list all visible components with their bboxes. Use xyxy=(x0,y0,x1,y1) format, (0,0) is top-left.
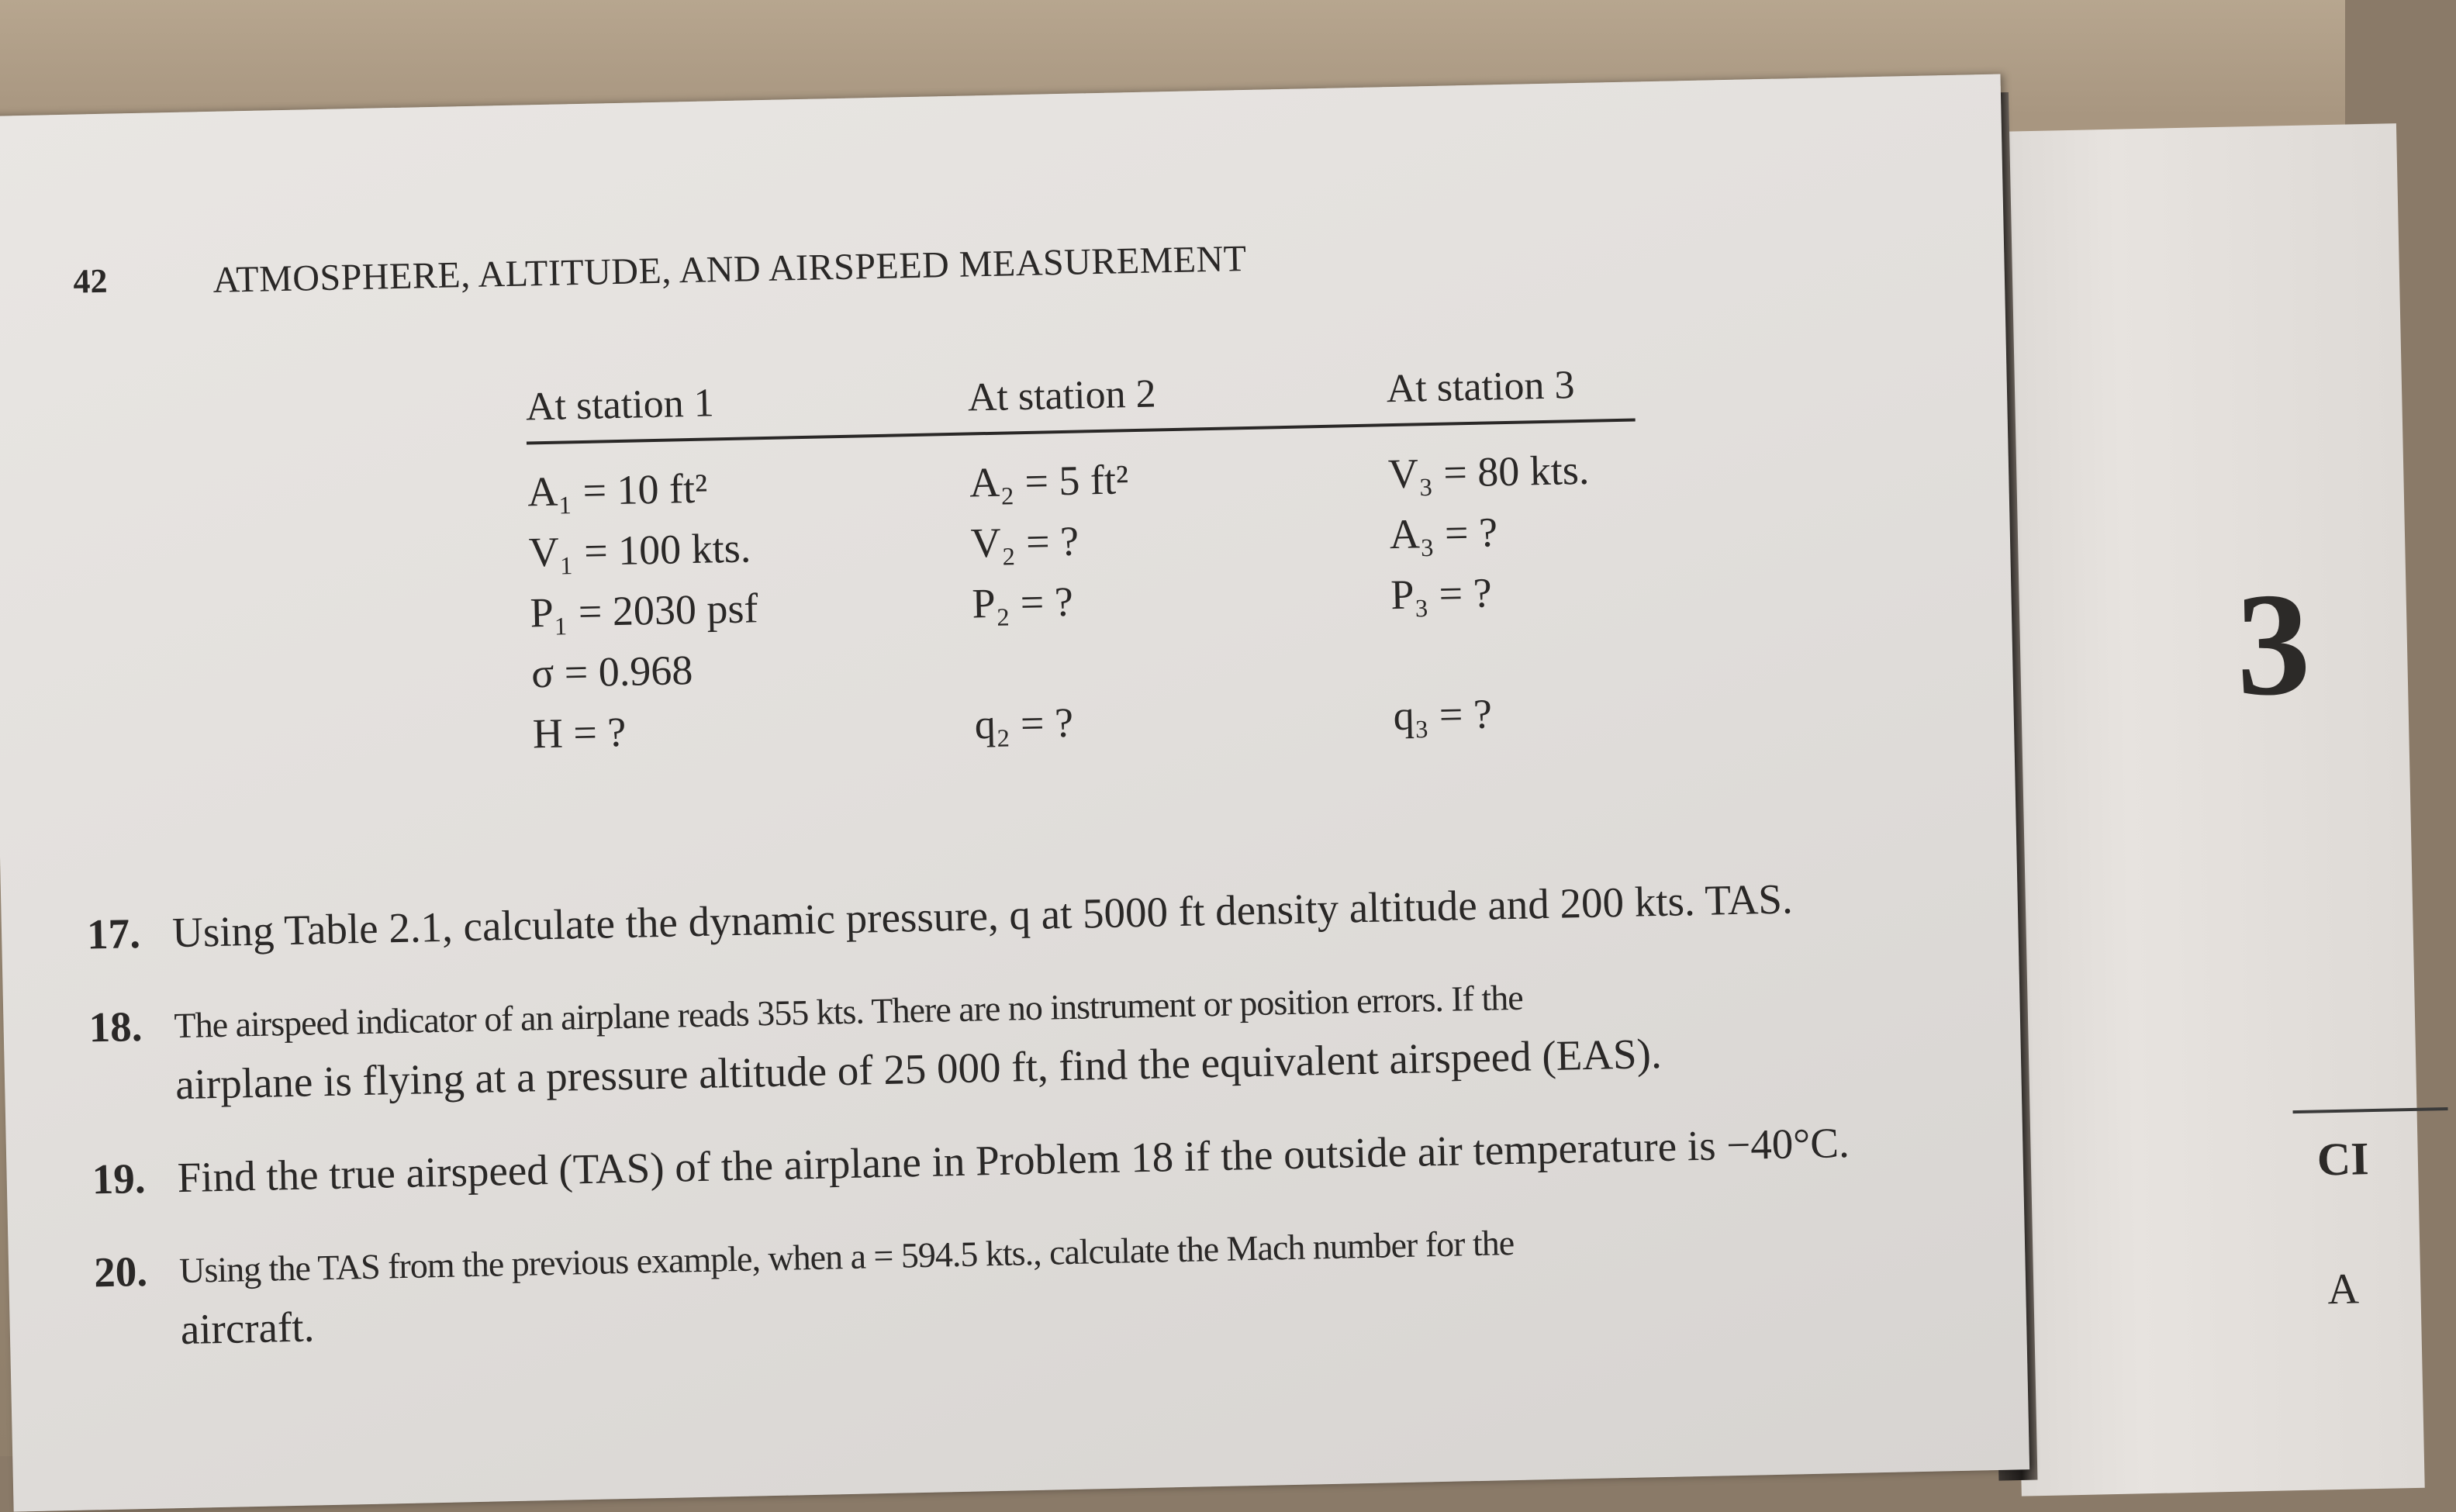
table-cell: V₁ = 100 kts. xyxy=(528,524,751,576)
table-cell: P₃ = ? xyxy=(1390,569,1493,619)
table-cell-empty xyxy=(972,630,1133,694)
problem-number: 19. xyxy=(92,1154,147,1203)
table-cell: q₂ = ? xyxy=(974,699,1074,748)
problem-text: Using the TAS from the previous example, when a = 594.5 kts., calculate the Mach number for the xyxy=(178,1223,1515,1291)
problem-text: airplane is flying at a pressure altitude of 25 000 ft, find the equivalent airspeed (EAS). xyxy=(174,1029,1663,1109)
table-cell: A₂ = 5 ft² xyxy=(969,456,1129,506)
column-header: At station 3 xyxy=(1386,363,1575,412)
book-page xyxy=(0,74,2029,1512)
table-cell: H = ? xyxy=(532,708,627,758)
facing-page xyxy=(1993,123,2425,1496)
table-cell: V₂ = ? xyxy=(970,517,1079,567)
problem-20 xyxy=(93,1203,1988,1361)
table-cell: σ = 0.968 xyxy=(530,647,693,697)
table-cell: q₃ = ? xyxy=(1392,690,1493,740)
problem-text: aircraft. xyxy=(180,1303,315,1354)
column-header: At station 2 xyxy=(967,371,1157,420)
table-column-station-3 xyxy=(1386,357,1790,740)
problem-text: Using Table 2.1, calculate the dynamic pressure, q at 5000 ft density altitude and 200 kts. TAS. xyxy=(171,875,1794,957)
problem-text: Find the true airspeed (TAS) of the airplane in Problem 18 if the outside air temperature is −40°C. xyxy=(177,1118,1850,1202)
table-cell-empty xyxy=(1391,621,1594,685)
problem-18 xyxy=(88,958,1983,1116)
column-header: At station 1 xyxy=(525,381,715,430)
chapter-number: 3 xyxy=(2234,562,2313,727)
running-head: ATMOSPHERE, ALTITUDE, AND AIRSPEED MEASUREMENT xyxy=(212,237,1248,301)
problem-text: The airspeed indicator of an airplane reads 355 kts. There are no instrument or position errors. If the xyxy=(174,977,1524,1046)
table-cell: P₂ = ? xyxy=(971,578,1074,627)
table-cell: V₃ = 80 kts. xyxy=(1387,446,1590,498)
chapter-heading-fragment: CI xyxy=(2316,1133,2370,1186)
problem-number: 18. xyxy=(88,1003,143,1051)
table-cell: A₃ = ? xyxy=(1389,509,1498,558)
problem-list xyxy=(86,865,1988,1395)
problem-number: 17. xyxy=(86,910,141,958)
station-table xyxy=(525,361,1634,758)
table-cell: P₁ = 2030 psf xyxy=(529,585,758,637)
chapter-rule xyxy=(2293,1107,2448,1113)
table-column-station-2 xyxy=(967,367,1371,748)
chapter-text-fragment: A xyxy=(2326,1265,2360,1314)
problem-19 xyxy=(92,1110,1984,1209)
problem-17 xyxy=(86,865,1979,964)
problem-number: 20. xyxy=(93,1247,148,1296)
table-cell: A₁ = 10 ft² xyxy=(527,464,708,516)
page-number: 42 xyxy=(72,261,108,301)
table-column-station-1 xyxy=(525,376,929,758)
